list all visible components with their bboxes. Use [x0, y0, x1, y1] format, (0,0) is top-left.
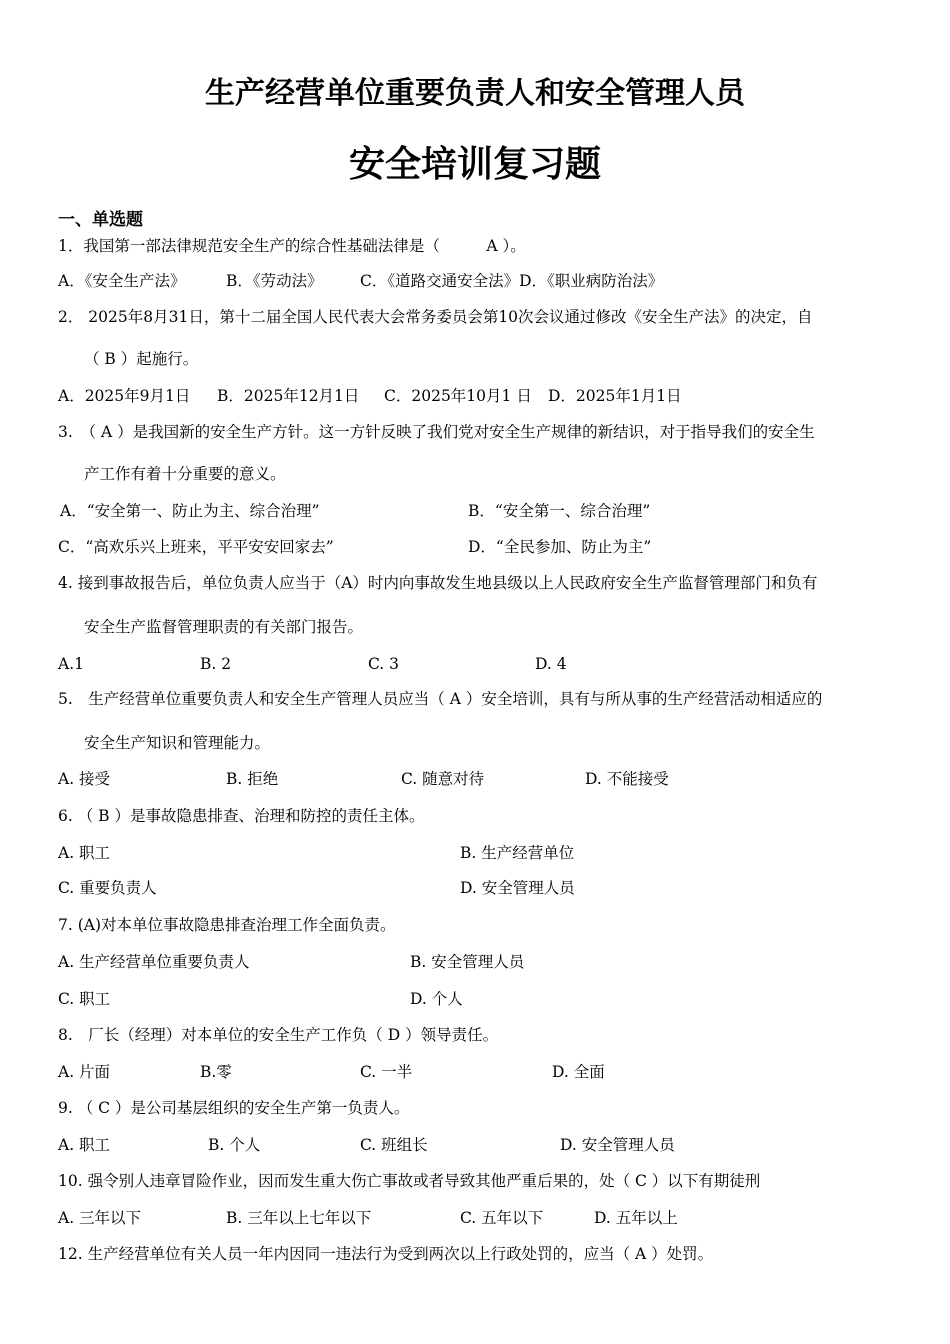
q1-option-a: A．《安全生产法》 [58, 272, 186, 290]
q1-option-cd: C．《道路交通安全法》D．《职业病防治法》 [360, 272, 664, 290]
question-10: 10. 强令别人违章冒险作业，因而发生重大伤亡事故或者导致其他严重后果的，处（ C ）以下有期徒刑 [58, 1172, 761, 1190]
q9-option-b: B. 个人 [208, 1136, 261, 1154]
q6-option-a: A. 职工 [58, 844, 111, 862]
q2-option-d: D．2025年1月1日 [548, 387, 682, 405]
q6-option-b: B. 生产经营单位 [460, 844, 575, 862]
q1-option-b: B．《劳动法》 [226, 272, 323, 290]
question-8: 8. 厂长（经理）对本单位的安全生产工作负（ D ）领导责任。 [58, 1026, 499, 1044]
q3-option-c: C．“高欢乐兴上班来，平平安安回家去” [58, 538, 334, 556]
q7-option-a: A. 生产经营单位重要负责人 [58, 953, 250, 971]
q7-option-d: D. 个人 [410, 990, 463, 1008]
question-4-cont: 安全生产监督管理职责的有关部门报告。 [84, 618, 364, 636]
question-1: 1．我国第一部法律规范安全生产的综合性基础法律是（ A ）。 [58, 237, 526, 255]
section-heading: 一、单选题 [58, 210, 143, 230]
question-6: 6. （ B ）是事故隐患排查、治理和防控的责任主体。 [58, 807, 425, 825]
q7-option-c: C. 职工 [58, 990, 111, 1008]
question-7: 7. (A)对本单位事故隐患排查治理工作全面负责。 [58, 916, 396, 934]
q5-option-a: A. 接受 [58, 770, 111, 788]
q10-option-c: C. 五年以下 [460, 1209, 544, 1227]
q8-option-b: B.零 [200, 1063, 232, 1081]
q10-option-b: B. 三年以上七年以下 [226, 1209, 372, 1227]
q9-option-c: C. 班组长 [360, 1136, 428, 1154]
question-12: 12. 生产经营单位有关人员一年内因同一违法行为受到两次以上行政处罚的，应当（ A ）处罚。 [58, 1245, 714, 1263]
document-subtitle: 安全培训复习题 [348, 143, 601, 185]
q3-option-a: A．“安全第一、防止为主、综合治理” [60, 502, 320, 520]
q2-option-a: A．2025年9月1日 [58, 387, 191, 405]
document-title: 生产经营单位重要负责人和安全管理人员 [205, 76, 745, 111]
q4-option-c: C. 3 [368, 655, 400, 673]
q4-option-a: A.1 [58, 655, 84, 673]
q2-option-c: C．2025年10月1 日 [384, 387, 532, 405]
question-5-cont: 安全生产知识和管理能力。 [84, 734, 271, 752]
question-5: 5. 生产经营单位重要负责人和安全生产管理人员应当（ A ）安全培训，具有与所从事的生产经营活动相适应的 [58, 690, 823, 708]
question-9: 9. （ C ）是公司基层组织的安全生产第一负责人。 [58, 1099, 410, 1117]
question-3: 3. （ A ）是我国新的安全生产方针。这一方针反映了我们党对安全生产规律的新结识，对于指导我们的安全生 [58, 423, 815, 441]
question-3-cont: 产工作有着十分重要的意义。 [84, 465, 286, 483]
q5-option-d: D. 不能接受 [585, 770, 669, 788]
q8-option-c: C. 一半 [360, 1063, 413, 1081]
q9-option-a: A. 职工 [58, 1136, 111, 1154]
q8-option-a: A. 片面 [58, 1063, 111, 1081]
q3-option-d: D．“全民参加、防止为主” [468, 538, 652, 556]
question-2-cont: （ B ）起施行。 [84, 350, 199, 368]
q2-option-b: B．2025年12月1日 [217, 387, 360, 405]
q4-option-d: D. 4 [535, 655, 567, 673]
q7-option-b: B. 安全管理人员 [410, 953, 525, 971]
question-2: 2． 2025年8月31日，第十二届全国人民代表大会常务委员会第10次会议通过修改《安全生产法》的决定，自 [58, 308, 813, 326]
q6-option-d: D. 安全管理人员 [460, 879, 575, 897]
q10-option-d: D. 五年以上 [594, 1209, 678, 1227]
q3-option-b: B．“安全第一、综合治理” [468, 502, 651, 520]
q6-option-c: C. 重要负责人 [58, 879, 157, 897]
q4-option-b: B. 2 [200, 655, 232, 673]
question-4: 4. 接到事故报告后，单位负责人应当于（A）时内向事故发生地县级以上人民政府安全生产监督管理部门和负有 [58, 574, 818, 592]
q10-option-a: A. 三年以下 [58, 1209, 142, 1227]
q5-option-b: B. 拒绝 [226, 770, 279, 788]
q5-option-c: C. 随意对待 [401, 770, 485, 788]
q9-option-d: D. 安全管理人员 [560, 1136, 675, 1154]
q8-option-d: D. 全面 [552, 1063, 605, 1081]
